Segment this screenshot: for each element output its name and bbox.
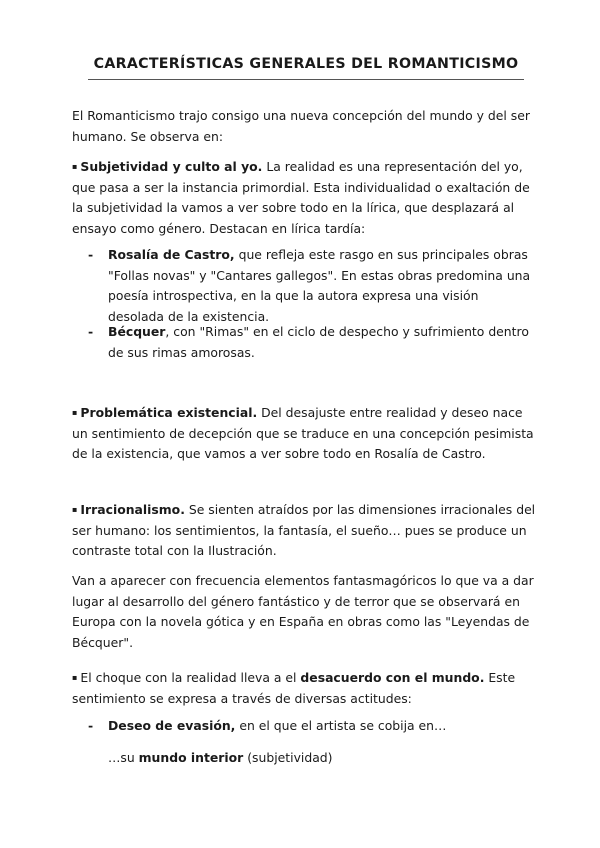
- list-item-evasion: [88, 716, 538, 737]
- becquer-text: , con "Rimas" en el ciclo de despecho y sufrimiento dentro de sus rimas amorosas.: [108, 324, 529, 360]
- mundo-interior-pre: …su: [108, 750, 139, 765]
- list-item-text: [108, 245, 538, 327]
- section-irracionalismo: [72, 500, 542, 562]
- list-item-becquer: [88, 322, 538, 363]
- dash-marker: -: [88, 324, 94, 339]
- section-choque: [72, 668, 542, 709]
- section-problematica: [72, 403, 542, 465]
- section-subjetividad: [72, 157, 542, 239]
- problematica-text: Del desajuste entre realidad y deseo nace un sentimiento de decepción que se traduce en una concepción pesimista de la existencia, que vamos a ver sobre todo en Rosalía de Castro.: [72, 405, 534, 461]
- choque-text: Este sentimiento se expresa a través de diversas actitudes:: [72, 670, 516, 706]
- bullet-icon: ▪: [72, 505, 78, 514]
- choque-heading: desacuerdo con el mundo.: [300, 670, 485, 685]
- list-item-text: [108, 322, 538, 363]
- rosalia-heading: Rosalía de Castro,: [108, 247, 235, 262]
- subjetividad-heading: Subjetividad y culto al yo.: [80, 159, 263, 174]
- bullet-icon: ▪: [72, 408, 78, 417]
- irracionalismo-paragraph: [72, 571, 542, 653]
- irracionalismo-heading: Irracionalismo.: [80, 502, 185, 517]
- mundo-interior-line: [108, 748, 538, 769]
- dash-marker: -: [88, 718, 94, 733]
- list-item-text: [108, 716, 538, 737]
- list-item-rosalia: [88, 245, 538, 327]
- title-underline: [88, 79, 524, 80]
- irracionalismo-paragraph-text: Van a aparecer con frecuencia elementos fantasmagóricos lo que va a dar lugar al desarrollo del género fantástico y de terror que se observará en Europa con la novela gótica y en España en obras como las "Leyendas de Bécquer".: [72, 573, 534, 650]
- mundo-interior-heading: mundo interior: [138, 750, 244, 765]
- evasion-text: en el que el artista se cobija en…: [235, 718, 447, 733]
- bullet-icon: ▪: [72, 162, 78, 171]
- irracionalismo-text: Se sienten atraídos por las dimensiones irracionales del ser humano: los sentimientos, la fantasía, el sueño… pues se produce un contraste total con la Ilustración.: [72, 502, 536, 558]
- bullet-icon: ▪: [72, 673, 78, 682]
- subjetividad-text: La realidad es una representación del yo, que pasa a ser la instancia primordial. Esta individualidad o exaltación de la subjetividad la vamos a ver sobre todo en la lírica, que desplazará al ensayo como género. Destacan en lírica tardía:: [72, 159, 530, 236]
- evasion-heading: Deseo de evasión,: [108, 718, 236, 733]
- document-title: CARACTERÍSTICAS GENERALES DEL ROMANTICISMO: [93, 56, 519, 72]
- dash-marker: -: [88, 247, 94, 262]
- becquer-heading: Bécquer: [108, 324, 166, 339]
- mundo-interior-post: (subjetividad): [243, 750, 333, 765]
- intro-paragraph: [72, 106, 542, 147]
- intro-text: El Romanticismo trajo consigo una nueva concepción del mundo y del ser humano. Se observa en:: [72, 108, 530, 144]
- rosalia-text: que refleja este rasgo en sus principales obras "Follas novas" y "Cantares gallegos". En estas obras predomina una poesía introspectiva, en la que la autora expresa una visión desolada de la existencia.: [108, 247, 531, 324]
- problematica-heading: Problemática existencial.: [80, 405, 258, 420]
- choque-pre: El choque con la realidad lleva a el: [80, 670, 301, 685]
